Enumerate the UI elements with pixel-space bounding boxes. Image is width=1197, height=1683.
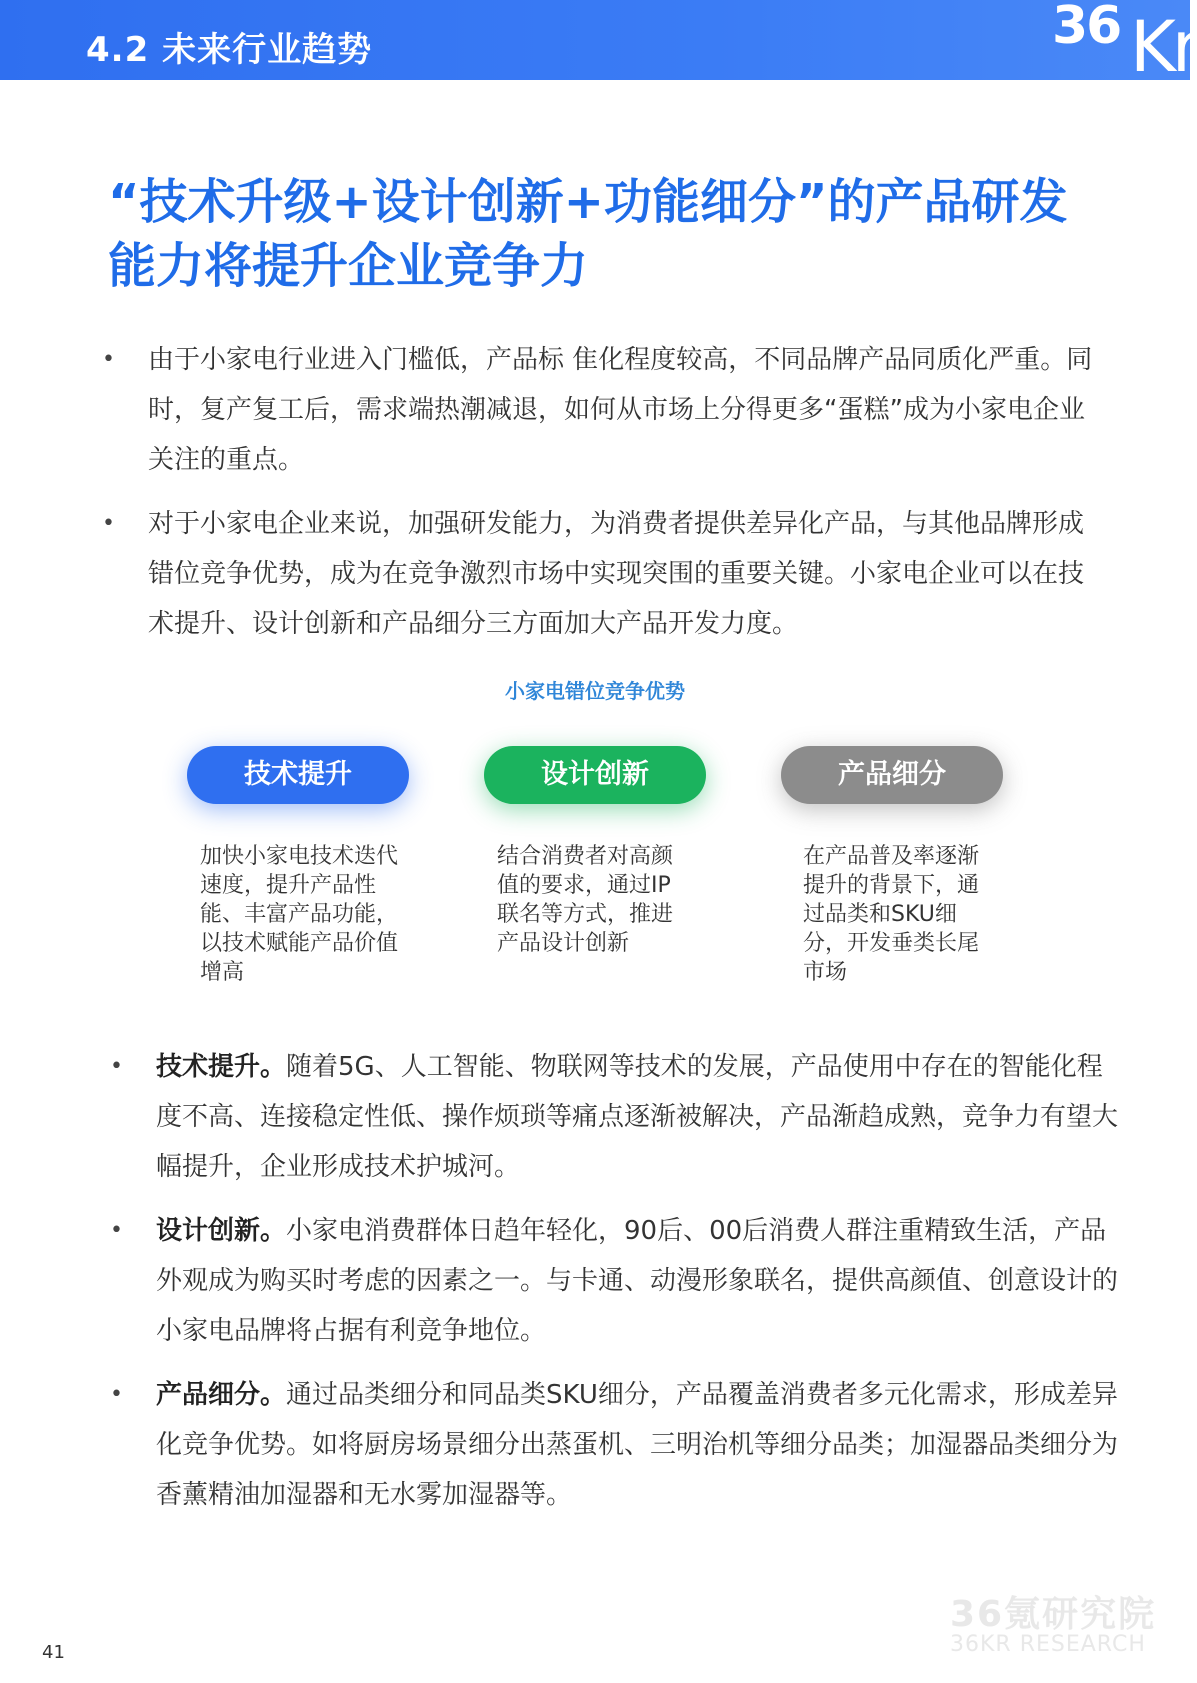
intro-bullet <box>100 499 1100 649</box>
pill-desc-tech: 加快小家电技术迭代速度，提升产品性能、丰富产品功能，以技术赋能产品价值增高 <box>200 844 399 985</box>
pill-design-innovation: 设计创新 <box>484 746 706 804</box>
section-title: 4.2 未来行业趋势 <box>86 30 373 70</box>
page-title: “技术升级+设计创新+功能细分”的产品研发能力将提升企业竞争力 <box>108 174 1068 294</box>
bullet-lead: 产品细分。 <box>156 1380 287 1410</box>
bullet-text: 对于小家电企业来说，加强研发能力，为消费者提供差异化产品，与其他品牌形成错位竞争优势，成为在竞争激烈市场中实现突围的重要关键。小家电企业可以在技术提升、设计创新和产品细分三方面加大产品开发力度。 <box>148 509 1085 639</box>
pill-tech-upgrade: 技术提升 <box>187 746 409 804</box>
pill-desc-segment: 在产品普及率逐渐提升的背景下，通过品类和SKU细分，开发垂类长尾市场 <box>803 844 980 985</box>
detail-bullets <box>108 1042 1118 1534</box>
logo-kr: Kr <box>1130 6 1197 88</box>
bullet-text: 随着5G、人工智能、物联网等技术的发展，产品使用中存在的智能化程度不高、连接稳定性低、操作烦琐等痛点逐渐被解决，产品渐趋成熟，竞争力有望大幅提升，企业形成技术护城河。 <box>156 1052 1119 1182</box>
bullet-dot-icon: • <box>110 1218 123 1243</box>
bullet-lead: 设计创新。 <box>156 1216 287 1246</box>
detail-bullet <box>108 1042 1118 1192</box>
bullet-text: 小家电消费群体日趋年轻化，90后、00后消费人群注重精致生活，产品外观成为购买时考虑的因素之一。与卡通、动漫形象联名，提供高颜值、创意设计的小家电品牌将占据有利竞争地位。 <box>156 1216 1119 1346</box>
footer-watermark-cn: 36氪研究院 <box>950 1594 1157 1635</box>
bullet-dot-icon: • <box>110 1054 123 1079</box>
footer-watermark-en: 36KR RESEARCH <box>950 1632 1146 1657</box>
page-number: 41 <box>42 1642 65 1663</box>
pill-product-segmentation: 产品细分 <box>781 746 1003 804</box>
logo-36kr <box>1030 0 1197 88</box>
header-bar <box>0 0 1197 88</box>
detail-bullet <box>108 1370 1118 1520</box>
bullet-text: 通过品类细分和同品类SKU细分，产品覆盖消费者多元化需求，形成差异化竞争优势。如将厨房场景细分出蒸蛋机、三明治机等细分品类；加湿器品类细分为香薰精油加湿器和无水雾加湿器等。 <box>156 1380 1119 1510</box>
bullet-dot-icon: • <box>110 1382 123 1407</box>
bullet-text: 由于小家电行业进入门槛低，产品标 隹化程度较高，不同品牌产品同质化严重。同时，复产复工后，需求端热潮减退，如何从市场上分得更多“蛋糕”成为小家电企业 关注的重点。 <box>148 345 1093 475</box>
logo-num: 36 <box>1052 0 1121 56</box>
bullet-dot-icon: • <box>102 511 115 536</box>
intro-bullets <box>100 335 1100 663</box>
intro-bullet <box>100 335 1100 485</box>
pill-desc-design: 结合消费者对高颜值的要求，通过IP联名等方式，推进产品设计创新 <box>497 844 674 956</box>
bullet-dot-icon: • <box>102 347 115 372</box>
bullet-lead: 技术提升。 <box>156 1052 287 1082</box>
diagram-title: 小家电错位竞争优势 <box>505 679 685 703</box>
detail-bullet <box>108 1206 1118 1356</box>
